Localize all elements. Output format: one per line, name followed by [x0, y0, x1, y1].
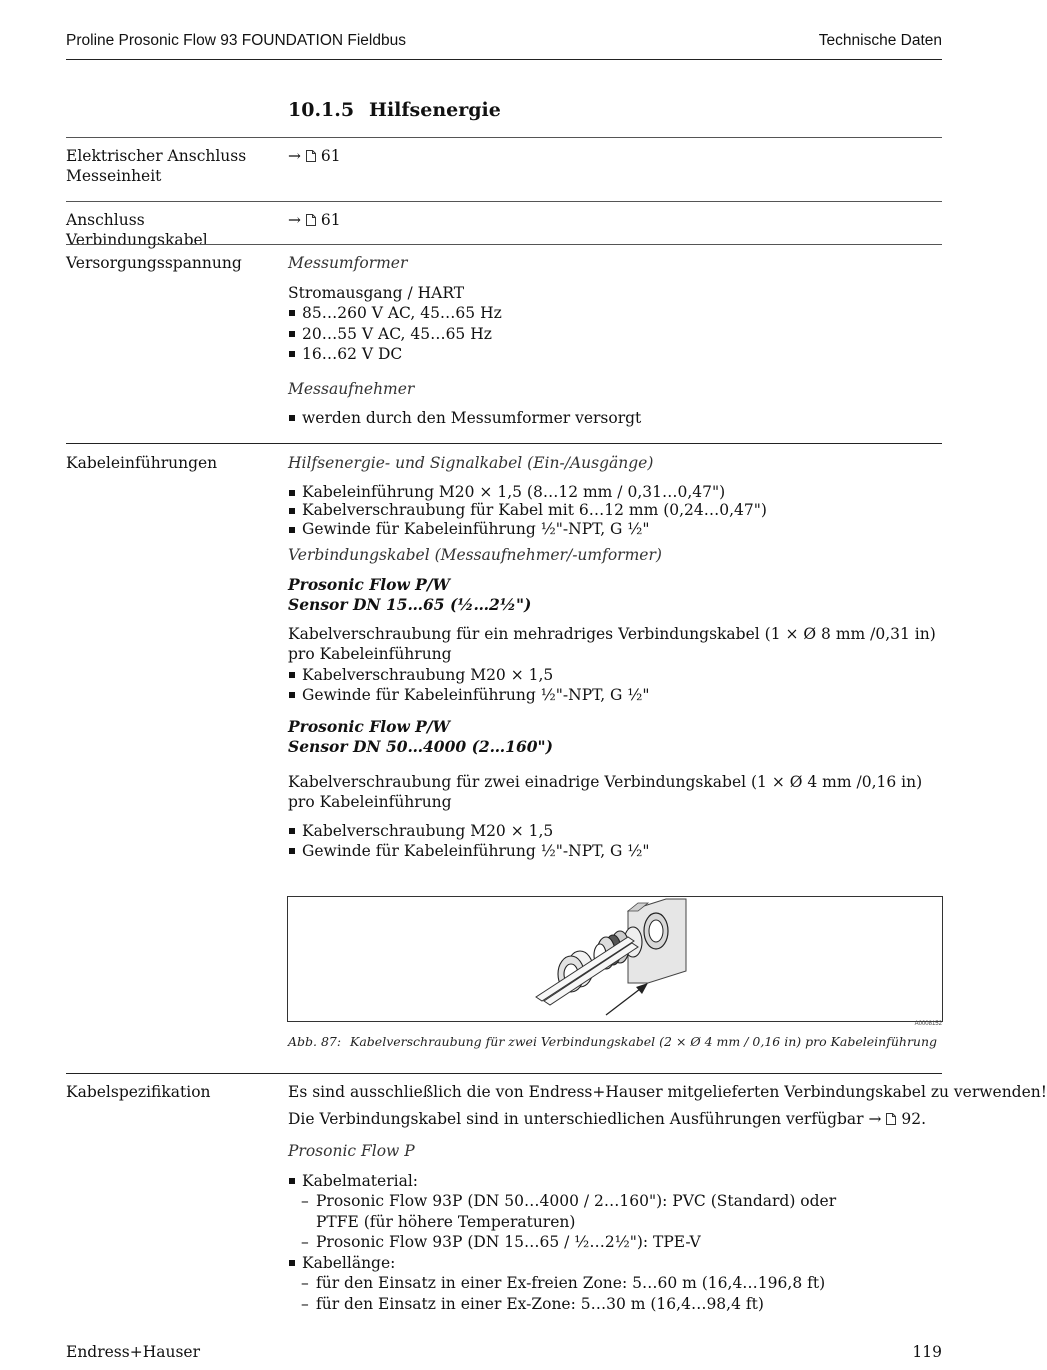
- page-number: 61: [320, 147, 341, 165]
- block-title: Sensor DN 15…65 (½…2½"): [288, 595, 532, 614]
- paragraph-with-reference: Die Verbindungskabel sind in unterschiedlichen Ausführungen verfügbar → 92.: [288, 1109, 927, 1128]
- subheading: Messumformer: [288, 254, 408, 272]
- paragraph: Stromausgang / HART: [288, 283, 465, 302]
- label-elektrischer-anschluss: Elektrischer Anschluss Messeinheit: [66, 147, 247, 185]
- header-rule: [66, 59, 942, 60]
- list-item: Gewinde für Kabeleinführung ½"-NPT, G ½": [288, 841, 943, 862]
- sub-list-item: – Prosonic Flow 93P (DN 15…65 / ½…2½"): TPE-V: [288, 1232, 943, 1253]
- paragraph: pro Kabeleinführung: [288, 793, 452, 811]
- sub-list-item: – für den Einsatz in einer Ex-freien Zone: 5…60 m (16,4…196,8 ft): [288, 1273, 943, 1294]
- label-anschluss-verbindungskabel: Anschluss Verbindungskabel: [66, 211, 208, 249]
- list-item: Kabelverschraubung M20 × 1,5: [288, 665, 943, 686]
- kabelspezifikation-content: [288, 1082, 1047, 1314]
- row-divider: [66, 201, 942, 202]
- list-item: Kabelverschraubung M20 × 1,5: [288, 821, 943, 842]
- paragraph: Es sind ausschließlich die von Endress+Hauser mitgelieferten Verbindungskabel zu verwenden!: [288, 1083, 1047, 1101]
- list-item: werden durch den Messumformer versorgt: [288, 408, 943, 429]
- page-reference[interactable]: [288, 210, 943, 231]
- list-item: Kabellänge:: [288, 1253, 943, 1274]
- sub-list-item: – für den Einsatz in einer Ex-Zone: 5…30 m (16,4…98,4 ft): [288, 1294, 943, 1315]
- page-number[interactable]: 92.: [901, 1109, 927, 1128]
- running-header-chapter: Technische Daten: [818, 32, 942, 49]
- list-item: Gewinde für Kabeleinführung ½"-NPT, G ½": [288, 685, 943, 706]
- figure-code: A0008152: [914, 1021, 942, 1027]
- page-reference[interactable]: [288, 146, 943, 167]
- figure-caption-text: Kabelverschraubung für zwei Verbindungskabel (2 × Ø 4 mm / 0,16 in) pro Kabeleinführung: [350, 1034, 938, 1049]
- figure-caption-number: Abb. 87:: [288, 1034, 342, 1049]
- row-divider: [66, 137, 942, 138]
- list-item: 85…260 V AC, 45…65 Hz: [288, 303, 943, 324]
- page-icon: [306, 150, 316, 162]
- list-item: 20…55 V AC, 45…65 Hz: [288, 324, 943, 345]
- label-kabelspezifikation: Kabelspezifikation: [66, 1083, 211, 1101]
- block-title: Prosonic Flow P/W: [288, 574, 450, 594]
- subheading: Prosonic Flow P: [288, 1142, 415, 1160]
- subheading: Hilfsenergie- und Signalkabel (Ein-/Ausgänge): [288, 454, 654, 472]
- block-title: Prosonic Flow P/W: [288, 716, 450, 736]
- block-title: Sensor DN 50…4000 (2…160"): [288, 737, 553, 756]
- arrow-icon: →: [868, 1109, 882, 1128]
- subheading: Messaufnehmer: [288, 379, 415, 398]
- section-number: 10.1.5: [288, 99, 355, 121]
- row-divider: [66, 443, 942, 444]
- paragraph: Kabelverschraubung für ein mehradriges Verbindungskabel (1 × Ø 8 mm /0,31 in): [288, 624, 936, 643]
- list-item: Kabeleinführung M20 × 1,5 (8…12 mm / 0,31…0,47"): [288, 483, 943, 502]
- arrow-icon: →: [288, 147, 301, 165]
- list-item: Kabelmaterial:: [288, 1171, 943, 1192]
- page-number: 61: [320, 211, 341, 229]
- paragraph: pro Kabeleinführung: [288, 645, 452, 663]
- row-divider: [66, 244, 942, 245]
- kabeleinfuehrungen-content: [288, 453, 943, 862]
- running-header-title: Proline Prosonic Flow 93 FOUNDATION Fieldbus: [66, 32, 406, 49]
- list-item: Gewinde für Kabeleinführung ½"-NPT, G ½": [288, 520, 943, 539]
- footer-company: Endress+Hauser: [66, 1343, 200, 1361]
- arrow-icon: →: [288, 211, 301, 229]
- subheading: Verbindungskabel (Messaufnehmer/-umformer): [288, 546, 662, 564]
- label-versorgungsspannung: Versorgungsspannung: [66, 254, 242, 272]
- page-icon: [886, 1113, 896, 1125]
- label-kabeleinfuehrungen: Kabeleinführungen: [66, 454, 218, 472]
- versorgungsspannung-content: [288, 253, 943, 429]
- paragraph: Kabelverschraubung für zwei einadrige Verbindungskabel (1 × Ø 4 mm /0,16 in): [288, 772, 923, 791]
- page-icon: [306, 214, 316, 226]
- cable-gland-figure: [287, 896, 943, 1022]
- footer-page-number: 119: [912, 1343, 942, 1361]
- list-item: Kabelverschraubung für Kabel mit 6…12 mm (0,24…0,47"): [288, 501, 943, 520]
- cable-gland-illustration: [288, 897, 942, 1021]
- sub-list-item: – Prosonic Flow 93P (DN 50…4000 / 2…160"): PVC (Standard) oder: [288, 1191, 943, 1212]
- section-title: Hilfsenergie: [369, 99, 501, 121]
- list-item: 16…62 V DC: [288, 344, 943, 365]
- row-divider: [66, 1073, 942, 1074]
- sub-list-item-continuation: PTFE (für höhere Temperaturen): [316, 1212, 576, 1231]
